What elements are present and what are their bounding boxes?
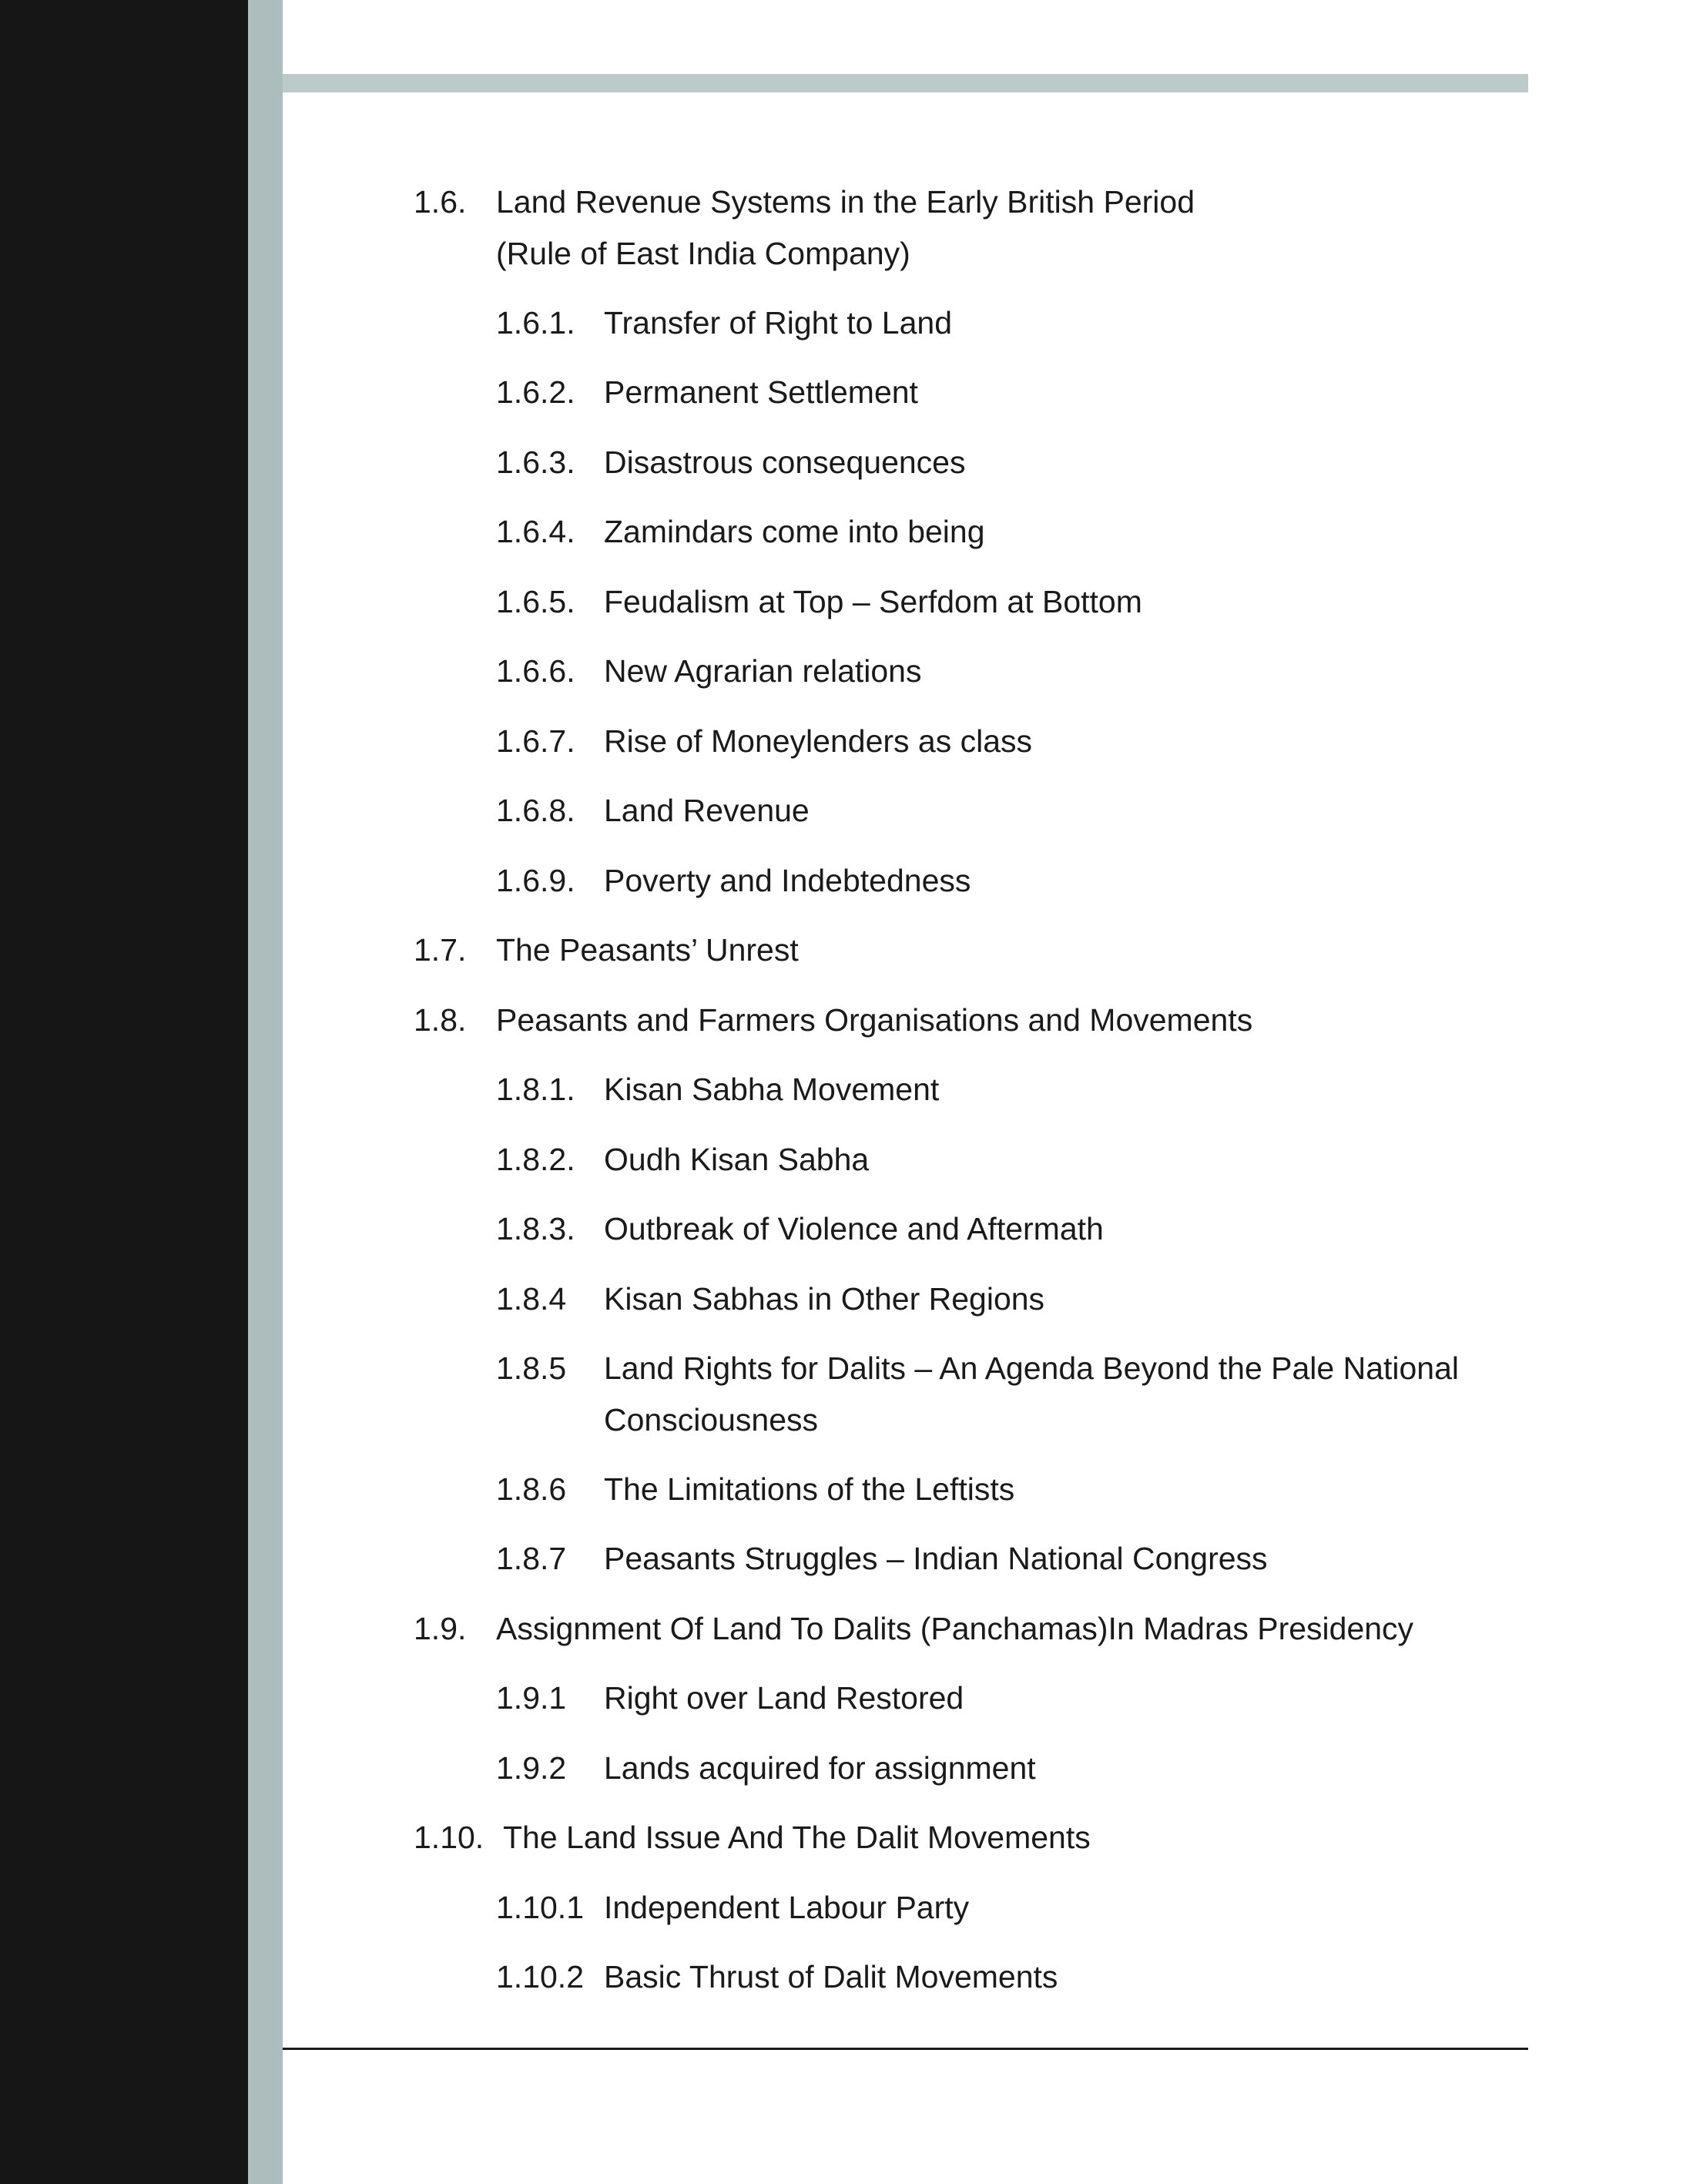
toc-number: 1.6.9. (496, 863, 575, 898)
toc-number: 1.8.1. (496, 1072, 575, 1107)
toc-number: 1.9.1 (496, 1680, 567, 1716)
toc-title: Land Revenue (604, 793, 810, 828)
toc-title-continuation: (Rule of East India Company) (496, 236, 910, 271)
footer-rule (283, 2048, 1528, 2050)
toc-title: Rise of Moneylenders as class (604, 723, 1033, 759)
toc-number: 1.9.2 (496, 1750, 567, 1786)
toc-title: The Limitations of the Leftists (604, 1471, 1015, 1507)
toc-number: 1.9. (414, 1611, 467, 1646)
toc-title: Right over Land Restored (604, 1680, 964, 1716)
toc-title: Poverty and Indebtedness (604, 863, 971, 898)
toc-title: Transfer of Right to Land (604, 305, 953, 341)
toc-number: 1.6.8. (496, 793, 575, 828)
toc-number: 1.10.2 (496, 1959, 584, 1994)
toc-title: Permanent Settlement (604, 374, 918, 410)
toc-number: 1.6. (414, 184, 467, 220)
toc-title: Independent Labour Party (604, 1890, 970, 1925)
toc-number: 1.8.5 (496, 1350, 567, 1386)
toc-title: Peasants and Farmers Organisations and Movements (496, 1002, 1253, 1038)
toc-title: Outbreak of Violence and Aftermath (604, 1211, 1104, 1246)
toc-number: 1.6.3. (496, 445, 575, 480)
toc-number: 1.8.6 (496, 1471, 567, 1507)
toc-number: 1.6.2. (496, 374, 575, 410)
toc-number: 1.7. (414, 932, 467, 968)
toc-number: 1.10.1 (496, 1890, 584, 1925)
toc-number: 1.8.3. (496, 1211, 575, 1246)
toc-title: Kisan Sabha Movement (604, 1072, 940, 1107)
toc-title: Oudh Kisan Sabha (604, 1142, 870, 1177)
toc-title: Land Rights for Dalits – An Agenda Beyond the Pale National (604, 1350, 1460, 1386)
toc-number: 1.6.6. (496, 653, 575, 689)
toc-title: The Land Issue And The Dalit Movements (503, 1820, 1091, 1855)
toc-title-continuation: Consciousness (604, 1402, 819, 1438)
toc-title: Peasants Struggles – Indian National Congress (604, 1541, 1268, 1576)
toc-title: Feudalism at Top – Serfdom at Bottom (604, 584, 1142, 619)
toc-title: Zamindars come into being (604, 514, 985, 549)
toc-title: Land Revenue Systems in the Early British Period (496, 184, 1195, 220)
toc-number: 1.6.5. (496, 584, 575, 619)
toc-title: Basic Thrust of Dalit Movements (604, 1959, 1058, 1994)
toc-title: Kisan Sabhas in Other Regions (604, 1281, 1045, 1317)
toc-title: Disastrous consequences (604, 445, 966, 480)
toc-title: Lands acquired for assignment (604, 1750, 1036, 1786)
toc-number: 1.10. (414, 1820, 484, 1855)
toc-title: The Peasants’ Unrest (496, 932, 799, 968)
toc-title: Assignment Of Land To Dalits (Panchamas)In Madras Presidency (496, 1611, 1414, 1646)
toc-number: 1.8. (414, 1002, 467, 1038)
toc-number: 1.8.7 (496, 1541, 567, 1576)
toc-number: 1.8.2. (496, 1142, 575, 1177)
toc-number: 1.8.4 (496, 1281, 567, 1317)
toc-number: 1.6.7. (496, 723, 575, 759)
toc-number: 1.6.1. (496, 305, 575, 341)
toc-number: 1.6.4. (496, 514, 575, 549)
toc-title: New Agrarian relations (604, 653, 922, 689)
